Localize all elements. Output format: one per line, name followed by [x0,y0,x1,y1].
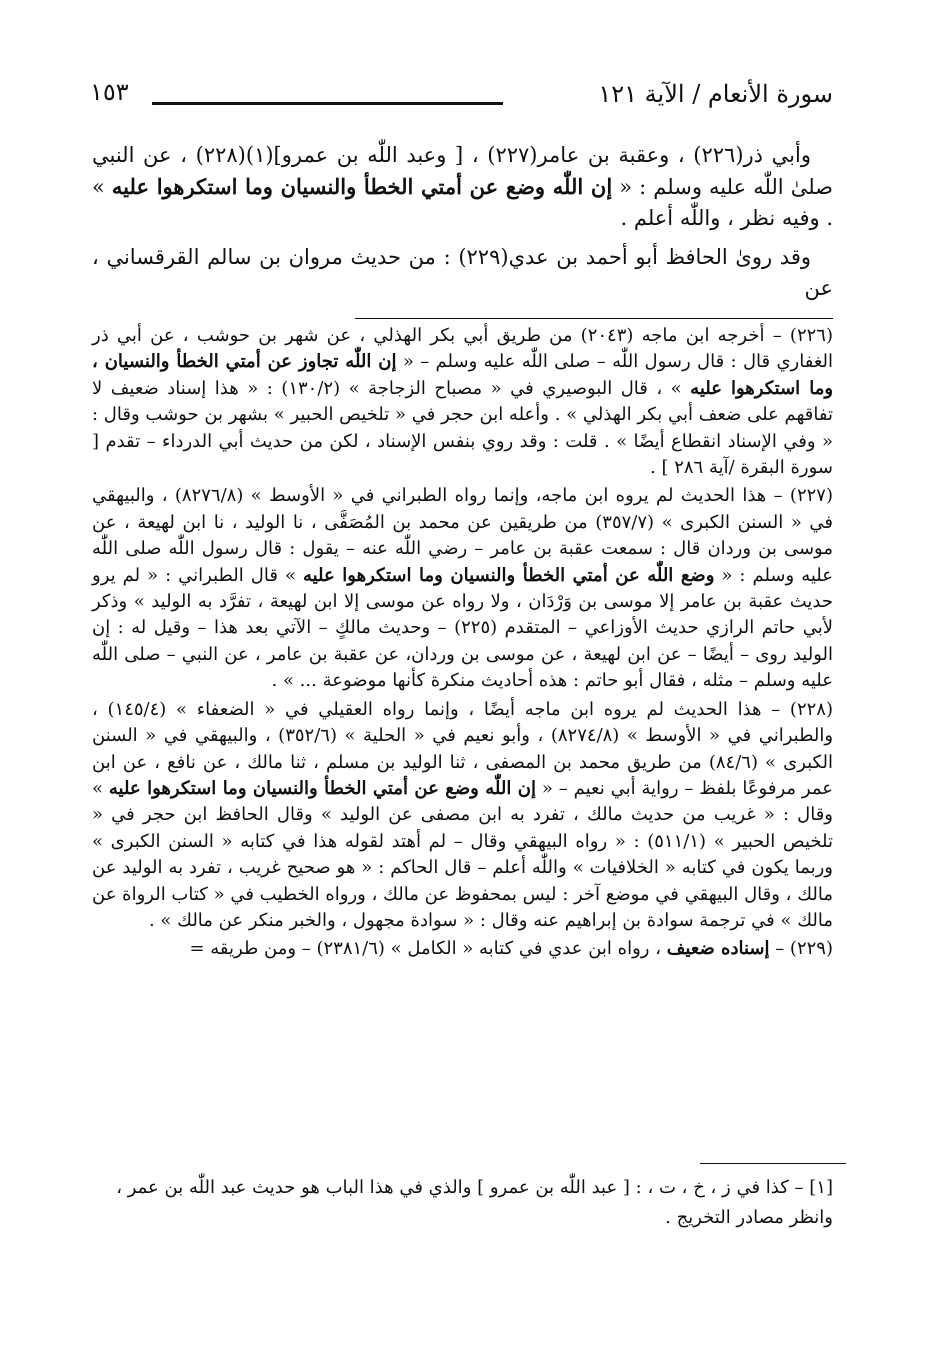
page-header [90,78,833,118]
editor-note-separator [700,1163,846,1164]
main-text [92,140,833,312]
footnote-227: (٢٢٧) – هذا الحديث لم يروه ابن ماجه، وإنما رواه الطبراني في « الأوسط » (٨٢٧٦/٨) ، والبيهقي في « السنن الكبرى » (٣٥٧/٧) من طريقين عن محمد بن المُصَفَّى ، نا الوليد ، نا ابن لهيعة ، عن موسى بن وردان قال : سمعت عقبة بن عامر – رضي اللّٰه عنه – يقول : قال رسول اللّٰه صلى اللّٰه عليه وسلم : « وضع اللّٰه عن أمتي الخطأ والنسيان وما استكرهوا عليه » قال الطبراني : « لم يرو حديث عقبة بن عامر إلا موسى بن وَرْدَان ، ولا رواه عن موسى إلا ابن لهيعة ، تفرَّد به الوليد » وذكر لأبي حاتم الرازي حديث الأوزاعي – المتقدم (٢٢٥) – وحديث مالكٍ – الآتي بعد هذا – وقيل له : إن الوليد روى – أيضًا – عن ابن لهيعة ، عن موسى بن وردان، عن عقبة بن عامر ، عن النبي – صلى اللّٰه عليه وسلم – مثله ، فقال أبو حاتم : هذه أحاديث منكرة كأنها موضوعة ... » . [92,485,833,692]
bold-hadith-text: إسناده ضعيف [666,938,770,960]
main-paragraph: وقد روىٰ الحافظ أبو أحمد بن عدي(٢٢٩) : من حديث مروان بن سالم القرقساني ، عن [92,245,833,300]
footnote-226: (٢٢٦) – أخرجه ابن ماجه (٢٠٤٣) من طريق أبي بكر الهذلي ، عن شهر بن حوشب ، عن أبي ذر الغفاري قال : قال رسول اللّٰه – صلى اللّٰه عليه وسلم – « إن اللّٰه تجاوز عن أمتي الخطأ والنسيان ، وما استكرهوا عليه » ، قال البوصيري في « مصباح الزجاجة » (١٣٠/٢) : « هذا إسناد ضعيف لا تفاقهم على ضعف أبي بكر الهذلي » . وأعله ابن حجر في « تلخيص الحبير » بشهر بن حوشب وقال : « وفي الإسناد انقطاع أيضًا » . قلت : وقد روي بنفس الإسناد ، لكن من حديث أبي الدرداء – تقدم [ سورة البقرة /آية ٢٨٦ ] . [92,325,834,479]
footnotes [92,323,833,965]
editor-note [92,1173,833,1233]
footnote-229: (٢٢٩) – إسناده ضعيف ، رواه ابن عدي في كتابه « الكامل » (٢٣٨١/٦) – ومن طريقه = [189,938,833,960]
footnote-228: (٢٢٨) – هذا الحديث لم يروه ابن ماجه أيضًا ، وإنما رواه العقيلي في « الضعفاء » (١٤٥/٤) ، والطبراني في « الأوسط » (٨٢٧٤/٨) ، وأبو نعيم في « الحلية » (٣٥٢/٦) ، والبيهقي في « السنن الكبرى » (٨٤/٦) من طريق محمد بن المصفى ، ثنا الوليد بن مسلم ، ثنا مالك ، عن نافع ، عن ابن عمر مرفوعًا بلفظ – رواية أبي نعيم – « إن اللّٰه وضع عن أمتي الخطأ والنسيان وما استكرهوا عليه » وقال : « غريب من حديث مالك ، تفرد به ابن مصفى عن الوليد » وقال الحافظ ابن حجر في « تلخيص الحبير » (٥١١/١) : « رواه البيهقي وقال – لم أهتد لقوله هذا في كتابه « السنن الكبرى » وربما يكون في كتابه « الخلافيات » واللّٰه أعلم – قال الحاكم : « هو صحيح غريب ، تفرد به الوليد عن مالك ، وقال البيهقي في موضع آخر : ليس بمحفوظ عن مالك ، ورواه الخطيب في « كتاب الرواة عن مالك » في ترجمة سوادة بن إبراهيم عنه وقال : « سوادة مجهول ، والخبر منكر عن مالك » . [92,698,834,931]
bold-hadith-text: إن اللّٰه تجاوز عن أمتي الخطأ والنسيان ، وما استكرهوا عليه [92,351,834,399]
header-rule [152,102,503,105]
bold-hadith-text: وضع اللّٰه عن أمتي الخطأ والنسيان وما استكرهوا عليه [302,564,715,586]
page-number: ١٥٣ [90,78,129,106]
footnote-separator [355,318,833,319]
bold-hadith-text: إن اللّٰه وضع عن أمتي الخطأ والنسيان وما استكرهوا عليه [111,174,613,199]
bold-hadith-text: إن اللّٰه وضع عن أمتي الخطأ والنسيان وما استكرهوا عليه [108,777,536,799]
editor-note-text: [١] – كذا في ز ، خ ، ت ، : [ عبد اللّٰه بن عمرو ] والذي في هذا الباب هو حديث عبد اللّٰه بن عمر ، وانظر مصادر التخريج . [116,1177,833,1228]
main-paragraph: وأبي ذر(٢٢٦) ، وعقبة بن عامر(٢٢٧) ، [ وعبد اللّٰه بن عمرو](١)(٢٢٨) ، عن النبي صلىٰ اللّٰه عليه وسلم : « إن اللّٰه وضع عن أمتي الخطأ والنسيان وما استكرهوا عليه » . وفيه نظر ، واللّٰه أعلم . [92,143,833,230]
running-title: سورة الأنعام / الآية ١٢١ [598,80,833,108]
